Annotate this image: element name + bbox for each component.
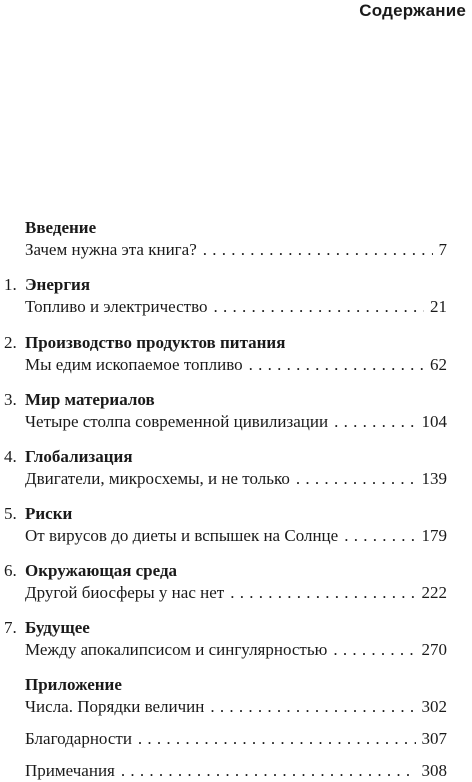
dot-leader [121, 760, 416, 782]
toc-section-acknowledgements [0, 728, 472, 750]
dot-leader [213, 296, 424, 318]
page-number: 7 [438, 240, 447, 259]
entry-subtitle: Между апокалипсисом и сингулярностью [25, 640, 328, 659]
toc-chapter-1 [0, 274, 472, 318]
toc-chapter-6 [0, 560, 472, 604]
toc-entry[interactable] [25, 582, 447, 604]
toc-section-appendix [0, 674, 472, 718]
dot-leader [203, 239, 433, 261]
toc-entry[interactable] [25, 296, 447, 318]
toc-chapter-2 [0, 332, 472, 376]
dot-leader [210, 696, 415, 718]
page-number: 307 [421, 729, 447, 748]
page-number: 308 [421, 761, 447, 780]
toc-section-introduction [0, 217, 472, 261]
toc-entry[interactable] [25, 354, 447, 376]
page-number: 21 [430, 297, 447, 316]
toc-entry[interactable] [25, 468, 447, 490]
entry-subtitle: Благодарности [25, 729, 132, 748]
chapter-number: 4. [4, 447, 17, 466]
toc-chapter-7 [0, 617, 472, 661]
toc-entry[interactable] [25, 728, 447, 750]
toc-chapter-5 [0, 503, 472, 547]
section-title: Введение [25, 218, 97, 237]
entry-subtitle: Двигатели, микросхемы, и не только [25, 469, 290, 488]
page-number: 179 [421, 526, 447, 545]
dot-leader [230, 582, 415, 604]
dot-leader [334, 411, 415, 433]
chapter-number: 6. [4, 561, 17, 580]
entry-subtitle: Четыре столпа современной цивилизации [25, 412, 329, 431]
chapter-number: 1. [4, 275, 17, 294]
entry-subtitle: Зачем нужна эта книга? [25, 240, 197, 259]
chapter-title: Энергия [25, 275, 91, 294]
chapter-number: 7. [4, 618, 17, 637]
toc-entry[interactable] [25, 525, 447, 547]
entry-subtitle: Другой биосферы у нас нет [25, 583, 225, 602]
toc-entry[interactable] [25, 760, 447, 782]
page-number: 302 [421, 697, 447, 716]
chapter-title: Производство продуктов питания [25, 333, 286, 352]
toc-chapter-3 [0, 389, 472, 433]
page-number: 62 [430, 355, 447, 374]
chapter-number: 3. [4, 390, 17, 409]
chapter-title: Будущее [25, 618, 90, 637]
chapter-number: 5. [4, 504, 17, 523]
dot-leader [138, 728, 416, 750]
chapter-number: 2. [4, 333, 17, 352]
toc-section-notes [0, 760, 472, 782]
chapter-title: Глобализация [25, 447, 133, 466]
page-title: Содержание [359, 1, 466, 20]
toc-entry[interactable] [25, 639, 447, 661]
dot-leader [333, 639, 415, 661]
page-number: 222 [421, 583, 447, 602]
chapter-title: Мир материалов [25, 390, 155, 409]
entry-subtitle: Мы едим ископаемое топливо [25, 355, 243, 374]
entry-subtitle: Примечания [25, 761, 115, 780]
dot-leader [249, 354, 424, 376]
chapter-title: Риски [25, 504, 73, 523]
entry-subtitle: Топливо и электричество [25, 297, 208, 316]
entry-subtitle: От вирусов до диеты и вспышек на Солнце [25, 526, 339, 545]
toc-entry[interactable] [25, 411, 447, 433]
entry-subtitle: Числа. Порядки величин [25, 697, 205, 716]
page-number: 270 [421, 640, 447, 659]
page-number: 139 [421, 469, 447, 488]
dot-leader [344, 525, 415, 547]
table-of-contents [0, 217, 472, 782]
toc-chapter-4 [0, 446, 472, 490]
toc-entry[interactable] [25, 696, 447, 718]
page-number: 104 [421, 412, 447, 431]
toc-entry[interactable] [25, 239, 447, 261]
chapter-title: Окружающая среда [25, 561, 178, 580]
dot-leader [296, 468, 416, 490]
section-title: Приложение [25, 675, 122, 694]
